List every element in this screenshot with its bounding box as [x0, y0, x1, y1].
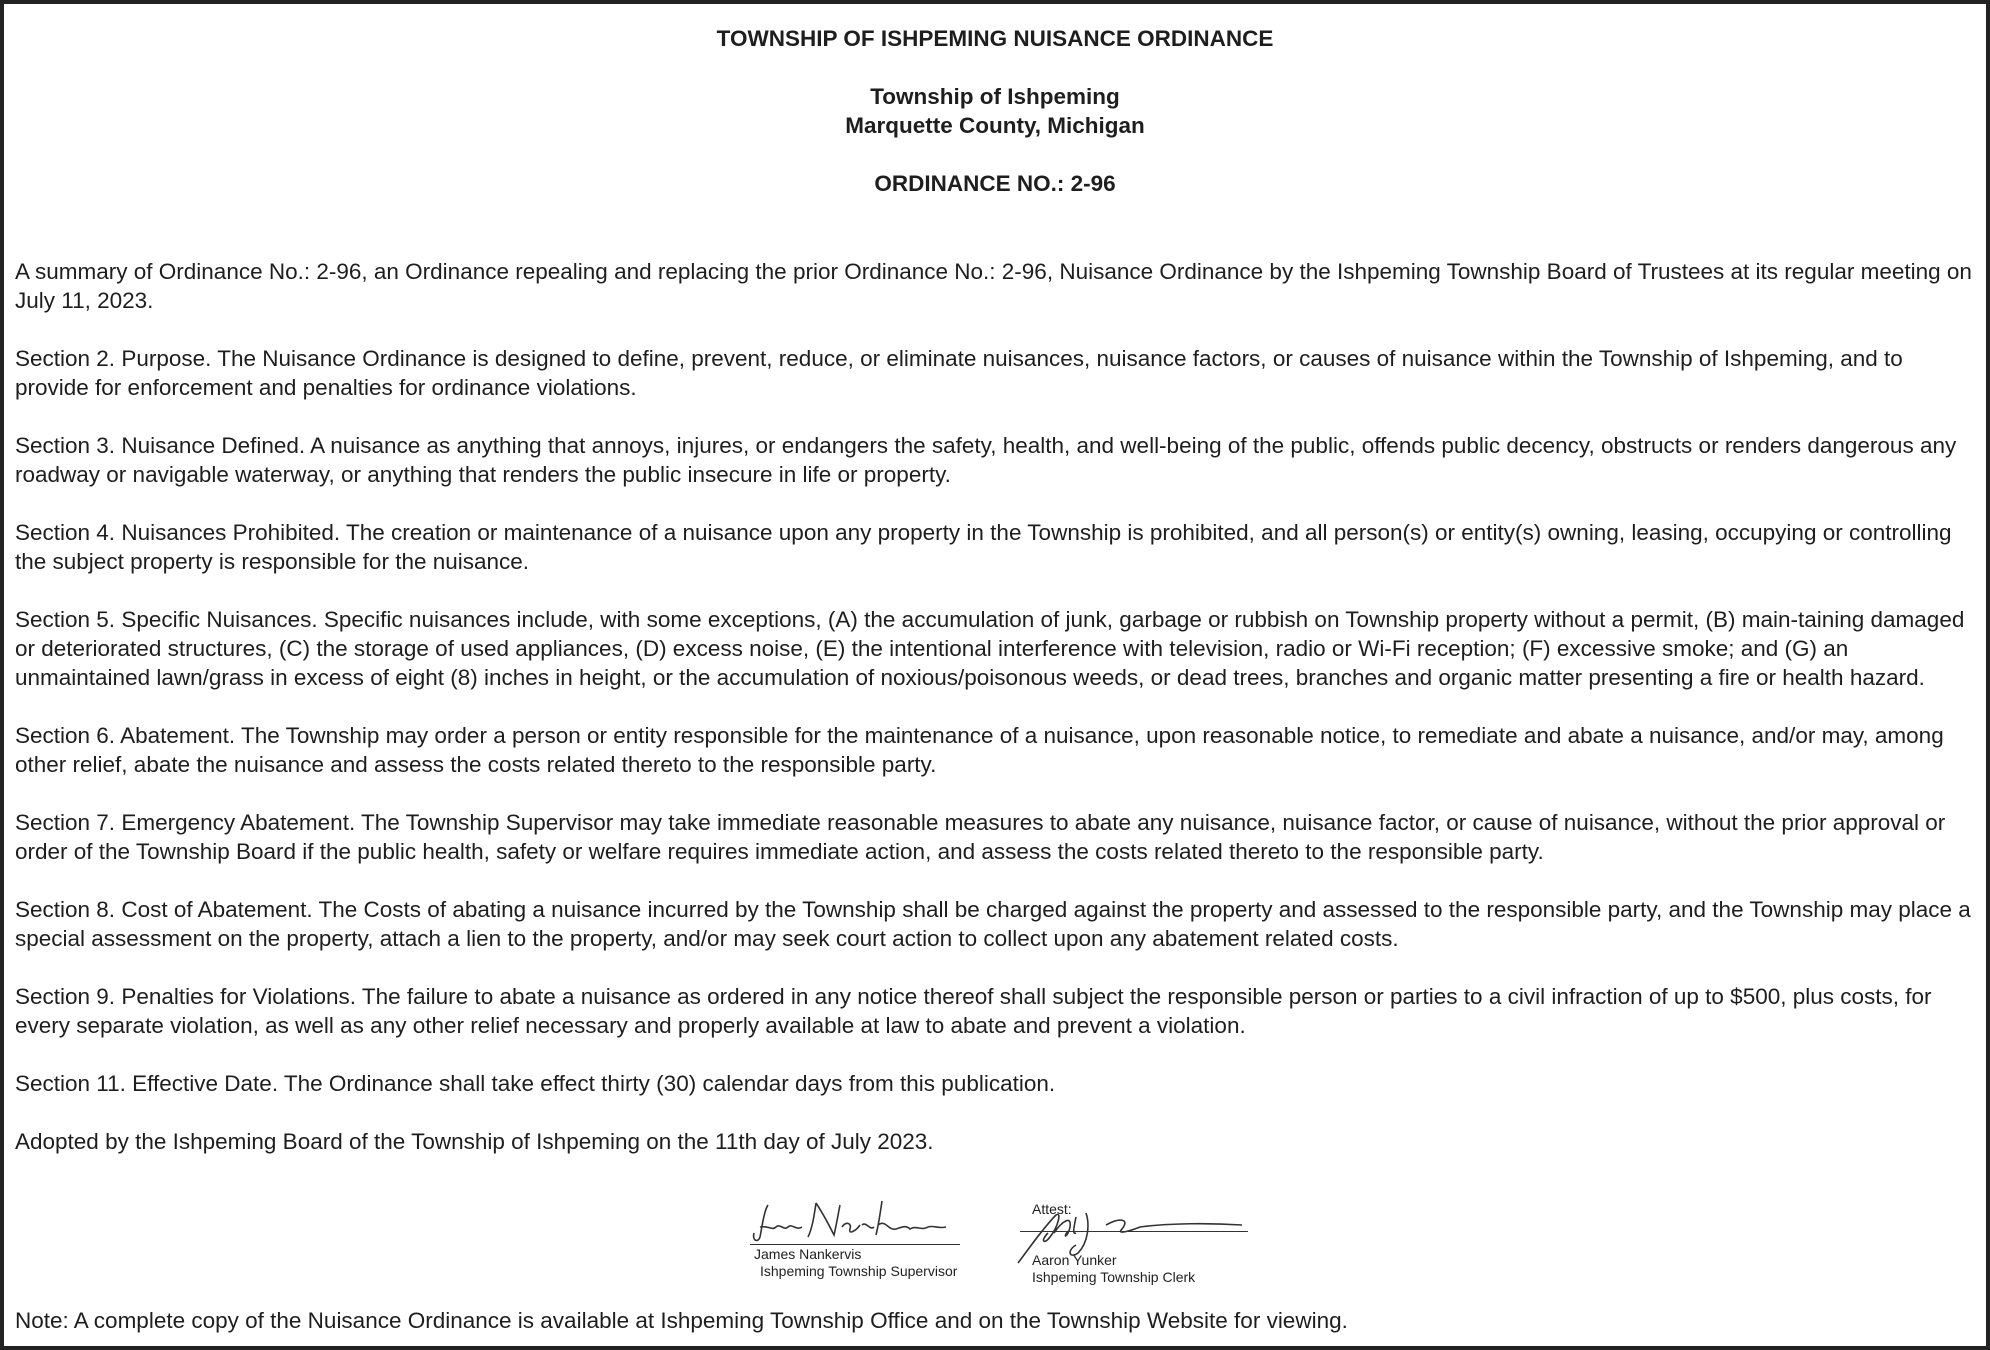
clerk-signature — [1010, 1197, 1260, 1297]
supervisor-name: James Nankervis — [754, 1246, 862, 1262]
availability-note: Note: A complete copy of the Nuisance Ordinance is available at Ishpeming Township Office and on the Township Website for viewing. — [15, 1308, 1348, 1333]
section-5-specific-nuisances: Section 5. Specific Nuisances. Specific nuisances include, with some exceptions, (A) the accumulation of junk, garbage or rubbish on Township property without a permit, (B) main-taining damaged or deteriorated structures, (C) the storage of used appliances, (D) excess noise, (E) the intentional interference with television, radio or Wi-Fi reception; (F) excessive smoke; and (G) an unmaintained lawn/grass in excess of eight (8) inches in height, or the accumulation of noxious/poisonous weeds, or dead trees, branches and organic matter presenting a fire or health hazard. — [15, 607, 1965, 690]
section-2-purpose: Section 2. Purpose. The Nuisance Ordinance is designed to define, prevent, reduce, or eliminate nuisances, nuisance factors, or causes of nuisance within the Township of Ishpeming, and to provide for enforcement and penalties for ordinance violations. — [15, 346, 1903, 400]
signature-line — [750, 1244, 960, 1245]
township-name: Township of Ishpeming — [870, 84, 1120, 109]
attest-label: Attest: — [1032, 1201, 1072, 1217]
section-7-emergency-abatement: Section 7. Emergency Abatement. The Township Supervisor may take immediate reasonable measures to abate any nuisance, nuisance factor, or cause of nuisance, without the prior approval or order of the Township Board if the public health, safety or welfare requires immediate action, and assess the costs related thereto to the responsible party. — [15, 810, 1946, 864]
adoption-statement: Adopted by the Ishpeming Board of the Township of Ishpeming on the 11th day of July 2023. — [15, 1129, 934, 1154]
section-3-nuisance-defined: Section 3. Nuisance Defined. A nuisance as anything that annoys, injures, or endangers the safety, health, and well-being of the public, offends public decency, obstructs or renders dangerous any roadway or navigable waterway, or anything that renders the public insecure in life or property. — [15, 433, 1957, 487]
clerk-name: Aaron Yunker — [1032, 1252, 1117, 1268]
county-name: Marquette County, Michigan — [845, 113, 1145, 138]
section-8-cost-of-abatement: Section 8. Cost of Abatement. The Costs of abating a nuisance incurred by the Township shall be charged against the property and assessed to the responsible party, and the Township may place a special assessment on the property, attach a lien to the property, and/or may seek court action to collect upon any abatement related costs. — [15, 897, 1971, 951]
ordinance-number: ORDINANCE NO.: 2-96 — [874, 171, 1116, 196]
supervisor-role: Ishpeming Township Supervisor — [760, 1263, 958, 1279]
section-11-effective-date: Section 11. Effective Date. The Ordinance shall take effect thirty (30) calendar days from this publication. — [15, 1071, 1056, 1096]
signature-block — [742, 1197, 1262, 1297]
signature-line — [1020, 1231, 1248, 1232]
document-body — [15, 257, 1972, 1156]
section-4-nuisances-prohibited: Section 4. Nuisances Prohibited. The creation or maintenance of a nuisance upon any property in the Township is prohibited, and all person(s) or entity(s) owning, leasing, occupying or controlling the subject property is responsible for the nuisance. — [15, 520, 1952, 574]
document-title: TOWNSHIP OF ISHPEMING NUISANCE ORDINANCE — [716, 26, 1274, 51]
section-9-penalties: Section 9. Penalties for Violations. The failure to abate a nuisance as ordered in any notice thereof shall subject the responsible person or parties to a civil infraction of up to $500, plus costs, for every separate violation, as well as any other relief necessary and properly available at law to abate and prevent a violation. — [15, 984, 1932, 1038]
supervisor-signature — [742, 1197, 972, 1297]
section-6-abatement: Section 6. Abatement. The Township may order a person or entity responsible for the maintenance of a nuisance, upon reasonable notice, to remediate and abate a nuisance, and/or may, among other relief, abate the nuisance and assess the costs related thereto to the responsible party. — [15, 723, 1944, 777]
handwritten-signature-icon — [746, 1197, 966, 1247]
summary-paragraph: A summary of Ordinance No.: 2-96, an Ordinance repealing and replacing the prior Ordinance No.: 2-96, Nuisance Ordinance by the Ishpeming Township Board of Trustees at its regular meeting on July 11, 2023. — [15, 259, 1972, 313]
clerk-role: Ishpeming Township Clerk — [1032, 1269, 1196, 1285]
